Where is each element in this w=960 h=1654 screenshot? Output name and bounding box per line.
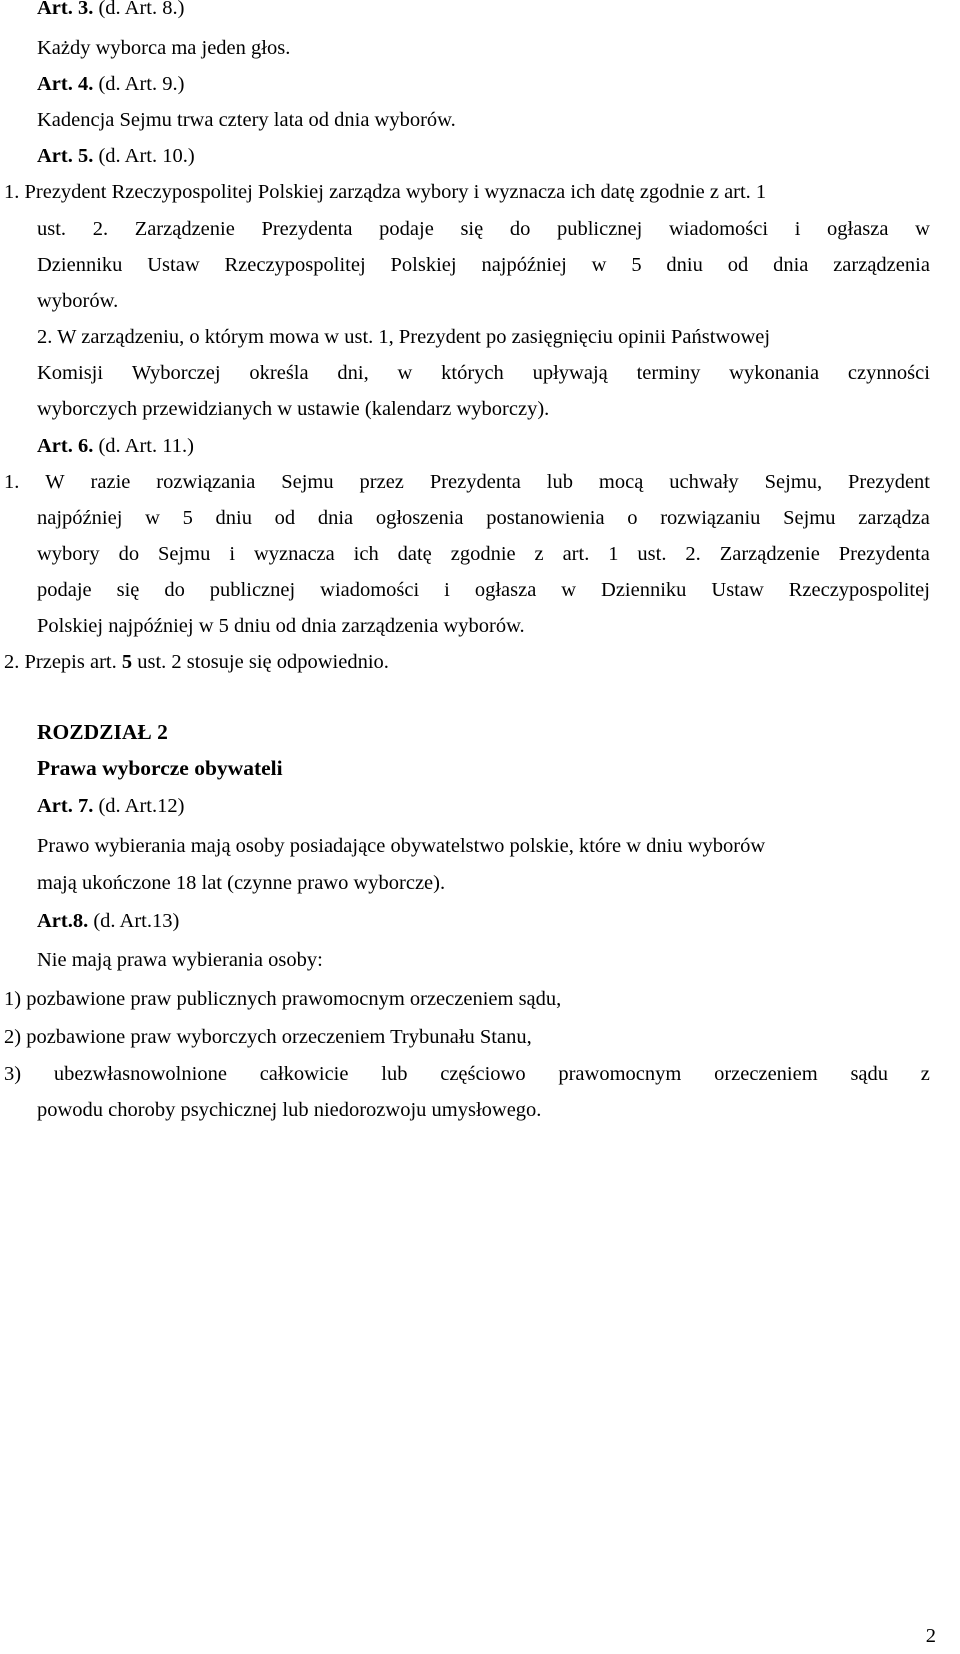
word: o (627, 507, 638, 529)
word: Sejmu (783, 507, 836, 529)
word: 3) (4, 1063, 22, 1085)
word: ust. (37, 218, 67, 240)
article-heading: Art. 5. (d. Art. 10.) (37, 145, 195, 167)
word: Dzienniku (37, 254, 123, 276)
paragraph-line (37, 576, 930, 604)
word: przez (359, 471, 404, 493)
word: Prezydent (848, 471, 930, 493)
page-number: 2 (925, 1625, 936, 1647)
word: zarządzenia (833, 254, 930, 276)
word: najpóźniej (37, 507, 123, 529)
word: uchwały (669, 471, 739, 493)
word: rozwiązaniu (660, 507, 761, 529)
word: wyznacza (253, 543, 335, 565)
paragraph-line (37, 251, 930, 279)
word: lub (546, 471, 573, 493)
word: wiadomości (668, 218, 769, 240)
word: w (397, 362, 413, 384)
paragraph-line: Nie mają prawa wybierania osoby: (37, 949, 323, 971)
word: wykonania (729, 362, 820, 384)
word: Komisji (37, 362, 104, 384)
list-item-continuation: powodu choroby psychicznej lub niedorozwoju umysłowego. (37, 1099, 542, 1121)
word: dnia (773, 254, 809, 276)
word: ust. (637, 543, 667, 565)
word: 5 (631, 254, 642, 276)
word: się (116, 579, 140, 601)
paragraph-line: Polskiej najpóźniej w 5 dniu od dnia zarządzenia wyborów. (37, 615, 525, 637)
word: 1. (4, 471, 20, 493)
paragraph-line (37, 215, 930, 243)
word: lub (381, 1063, 408, 1085)
word: dniu (215, 507, 252, 529)
paragraph-line (4, 468, 930, 496)
word: 5 (182, 507, 193, 529)
word: 1 (608, 543, 619, 565)
paragraph-line (37, 359, 930, 387)
article-heading: Art. 3. (d. Art. 8.) (37, 0, 185, 19)
word: Sejmu, (764, 471, 823, 493)
word: od (727, 254, 749, 276)
word: podaje (379, 218, 434, 240)
word: się (460, 218, 484, 240)
word: upływają (532, 362, 608, 384)
word: w (915, 218, 930, 240)
list-item: 2) pozbawione praw wyborczych orzeczeniem Trybunału Stanu, (4, 1026, 532, 1048)
chapter-title: Prawa wyborcze obywateli (37, 756, 283, 780)
article-heading: Art. 6. (d. Art. 11.) (37, 435, 194, 457)
word: Prezydenta (429, 471, 521, 493)
word: Ustaw (711, 579, 764, 601)
word: całkowicie (259, 1063, 349, 1085)
word: w (145, 507, 160, 529)
word: podaje (37, 579, 92, 601)
word: Polskiej (390, 254, 457, 276)
word: art. (562, 543, 590, 565)
word: z (920, 1063, 930, 1085)
word: i (794, 218, 801, 240)
word: Zarządzenie (719, 543, 820, 565)
paragraph-line: Prawo wybierania mają osoby posiadające obywatelstwo polskie, które w dniu wyborów (37, 835, 766, 857)
word: od (274, 507, 296, 529)
paragraph-line (37, 540, 930, 568)
paragraph: Każdy wyborca ma jeden głos. (37, 37, 291, 59)
paragraph-line: 2. W zarządzeniu, o którym mowa w ust. 1, Prezydent po zasięgnięciu opinii Państwowej (37, 326, 771, 348)
word: ogłoszenia (375, 507, 464, 529)
word: ogłasza (827, 218, 889, 240)
word: wybory (37, 543, 100, 565)
list-item (4, 1060, 930, 1088)
word: Wyborczej (131, 362, 221, 384)
word: dnia (317, 507, 354, 529)
word: najpóźniej (481, 254, 567, 276)
word: terminy (636, 362, 701, 384)
word: i (229, 543, 236, 565)
chapter-heading: ROZDZIAŁ 2 (37, 720, 168, 744)
word: do (118, 543, 140, 565)
word: do (509, 218, 531, 240)
word: dni, (337, 362, 369, 384)
word: określa (249, 362, 309, 384)
word: wiadomości (320, 579, 420, 601)
list-item: 1) pozbawione praw publicznych prawomocnym orzeczeniem sądu, (4, 988, 562, 1010)
article-heading: Art.8. (d. Art.13) (37, 910, 180, 932)
word: publicznej (556, 218, 643, 240)
word: razie (90, 471, 131, 493)
word: zgodnie (450, 543, 516, 565)
word: do (164, 579, 185, 601)
word: sądu (850, 1063, 889, 1085)
word: w (591, 254, 607, 276)
word: Dzienniku (601, 579, 687, 601)
paragraph-line: wyborczych przewidzianych w ustawie (kalendarz wyborczy). (37, 398, 550, 420)
paragraph-line: 2. Przepis art. 5 ust. 2 stosuje się odpowiednio. (4, 651, 389, 673)
word: ubezwłasnowolnione (53, 1063, 227, 1085)
word: czynności (847, 362, 930, 384)
paragraph-line: 1. Prezydent Rzeczypospolitej Polskiej zarządza wybory i wyznacza ich datę zgodnie z art. 1 (4, 181, 767, 203)
word: Prezydenta (261, 218, 353, 240)
word: Sejmu (157, 543, 211, 565)
word: rozwiązania (156, 471, 256, 493)
word: Sejmu (281, 471, 334, 493)
word: Ustaw (147, 254, 200, 276)
paragraph: Kadencja Sejmu trwa cztery lata od dnia wyborów. (37, 109, 456, 131)
word: W (45, 471, 65, 493)
article-heading: Art. 4. (d. Art. 9.) (37, 73, 185, 95)
word: w (561, 579, 577, 601)
article-heading: Art. 7. (d. Art.12) (37, 795, 185, 817)
word: 2. (685, 543, 701, 565)
word: ogłasza (474, 579, 537, 601)
word: datę (397, 543, 432, 565)
word: ich (353, 543, 379, 565)
word: mocą (598, 471, 644, 493)
word: prawomocnym (558, 1063, 682, 1085)
word: Prezydenta (838, 543, 930, 565)
word: z (534, 543, 544, 565)
word: Rzeczypospolitej (788, 579, 930, 601)
word: dniu (666, 254, 703, 276)
word: publicznej (209, 579, 296, 601)
word: Zarządzenie (134, 218, 235, 240)
paragraph-line: mają ukończone 18 lat (czynne prawo wyborcze). (37, 872, 446, 894)
word: 2. (92, 218, 109, 240)
paragraph-line (37, 504, 930, 532)
word: częściowo (440, 1063, 526, 1085)
word: Rzeczypospolitej (224, 254, 366, 276)
paragraph-line: wyborów. (37, 290, 119, 312)
word: których (441, 362, 504, 384)
word: orzeczeniem (714, 1063, 818, 1085)
word: i (444, 579, 450, 601)
word: zarządza (858, 507, 930, 529)
word: postanowienia (486, 507, 605, 529)
